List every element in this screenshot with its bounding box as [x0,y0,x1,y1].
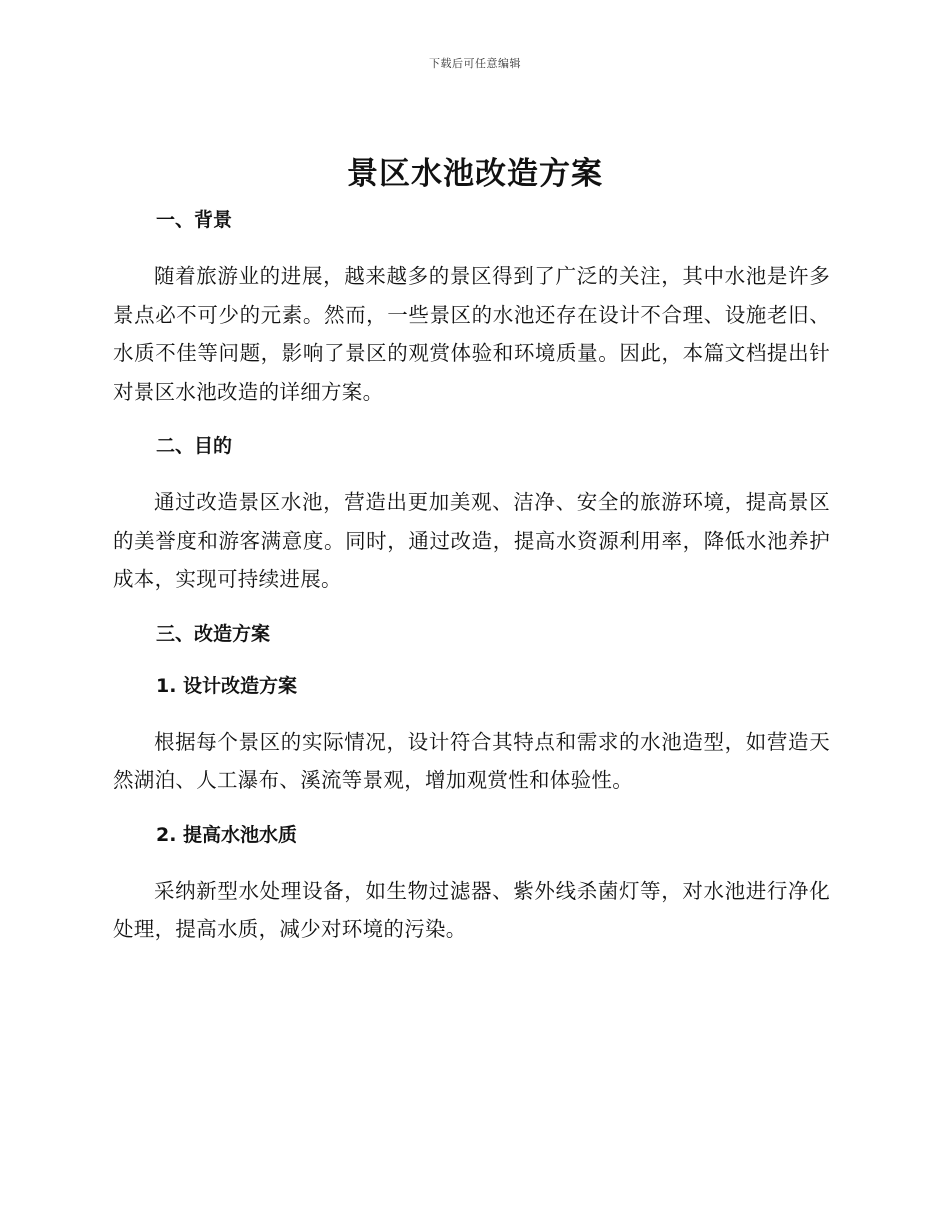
document-body [113,205,830,949]
paragraph-background: 随着旅游业的进展，越来越多的景区得到了广泛的关注，其中水池是许多景点必不可少的元素。然而，一些景区的水池还存在设计不合理、设施老旧、水质不佳等问题，影响了景区的观赏体验和环境质量。因此，本篇文档提出针对景区水池改造的详细方案。 [113,264,830,404]
document-title: 景区水池改造方案 [347,156,603,192]
paragraph-purpose: 通过改造景区水池，营造出更加美观、洁净、安全的旅游环境，提高景区的美誉度和游客满意度。同时，通过改造，提高水资源利用率，降低水池养护成本，实现可持续进展。 [113,490,830,591]
section-heading-background: 一、背景 [156,209,233,231]
paragraph-water-quality: 采纳新型水处理设备，如生物过滤器、紫外线杀菌灯等，对水池进行净化处理，提高水质，减少对环境的污染。 [113,878,830,941]
paragraph-design: 根据每个景区的实际情况，设计符合其特点和需求的水池造型，如营造天然湖泊、人工瀑布、溪流等景观，增加观赏性和体验性。 [113,729,830,792]
subsection-heading-water-quality: 2. 提高水池水质 [156,823,298,846]
section-heading-purpose: 二、目的 [156,435,233,457]
header-note: 下载后可任意编辑 [429,57,521,70]
section-heading-plan: 三、改造方案 [156,622,271,645]
subsection-heading-design: 1. 设计改造方案 [156,674,298,697]
